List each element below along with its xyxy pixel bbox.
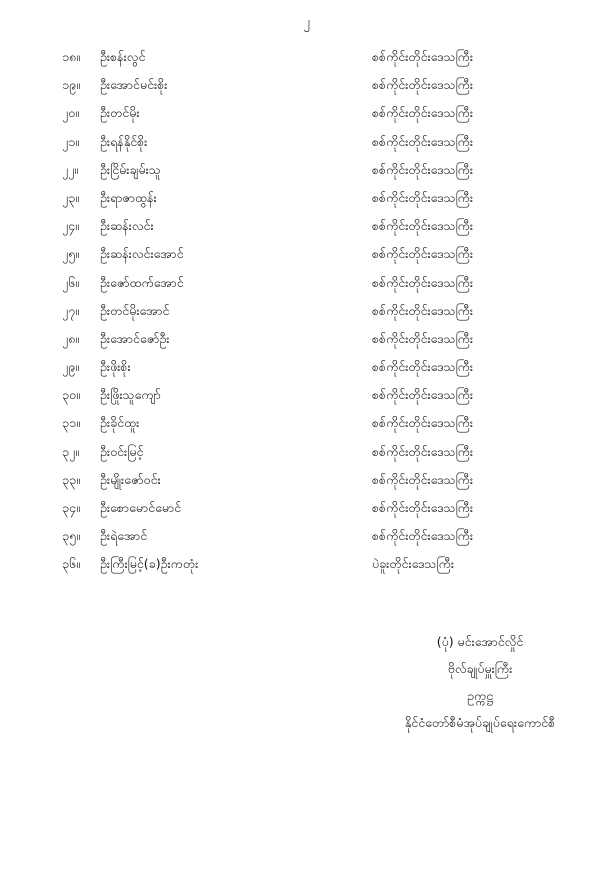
item-number: ၃၀။ [62, 387, 80, 403]
person-name: ဦးဆန်းလင်းအောင် [100, 246, 184, 262]
person-name: ဦးစောမောင်မောင် [100, 500, 182, 515]
person-name: ဦးဆန်းလင်း [100, 218, 154, 234]
item-number: ၂၅။ [62, 246, 79, 262]
region-name: စစ်ကိုင်းတိုင်းဒေသကြီး [372, 133, 474, 149]
region-name: စစ်ကိုင်းတိုင်းဒေသကြီး [372, 274, 474, 290]
region-name: စစ်ကိုင်းတိုင်းဒေသကြီး [372, 302, 474, 318]
signature-block [360, 631, 600, 739]
person-name: ဦးမျိုးဇော်ဝင်း [100, 471, 161, 487]
page-number: ၂ [303, 15, 310, 30]
list-item [0, 497, 613, 525]
person-name: ဦးအောင်မင်းစိုး [100, 77, 168, 93]
region-name: စစ်ကိုင်းတိုင်းဒေသကြီး [372, 500, 474, 515]
item-number: ၃၂။ [62, 443, 79, 459]
person-name: ဦးငြိမ်းချမ်းသူ [100, 161, 161, 177]
person-name: ဦးရာဇာထွန်း [100, 189, 157, 205]
person-name: ဦးအောင်ဇော်ဦး [100, 330, 170, 346]
list-item [0, 356, 613, 384]
person-name: ဦးစန်းလွင် [100, 49, 146, 64]
list-item [0, 74, 613, 102]
region-name: စစ်ကိုင်းတိုင်းဒေသကြီး [372, 471, 474, 487]
item-number: ၂၀။ [62, 105, 79, 121]
item-number: ၃၃။ [62, 471, 80, 487]
signatory-organization: နိုင်ငံတော်စီမံအုပ်ချုပ်ရေးကောင်စီ [404, 715, 556, 730]
signatory-name: (ပုံ) မင်းအောင်လှိုင် [436, 634, 524, 649]
item-number: ၃၄။ [62, 500, 80, 515]
item-number: ၃၅။ [62, 528, 80, 544]
region-name: စစ်ကိုင်းတိုင်းဒေသကြီး [372, 387, 474, 403]
list-item [0, 46, 613, 74]
item-number: ၃၁။ [62, 415, 80, 431]
signatory-role: ဥက္ကဋ္ဌ [467, 688, 493, 703]
list-item [0, 131, 613, 159]
region-name: စစ်ကိုင်းတိုင်းဒေသကြီး [372, 161, 474, 177]
item-number: ၁၉။ [62, 77, 80, 93]
list-item [0, 159, 613, 187]
person-name: ဦးဝင်းမြင့် [100, 443, 144, 459]
region-name: စစ်ကိုင်းတိုင်းဒေသကြီး [372, 415, 474, 431]
person-name: ဦးရန်နိုင်စိုး [100, 133, 148, 149]
list-item [0, 215, 613, 243]
person-name: ဦးရဲအောင် [100, 528, 148, 544]
region-name: စစ်ကိုင်းတိုင်းဒေသကြီး [372, 49, 474, 64]
list-item [0, 272, 613, 300]
region-name: စစ်ကိုင်းတိုင်းဒေသကြီး [372, 189, 474, 205]
list-item [0, 553, 613, 581]
list-item [0, 525, 613, 553]
item-number: ၂၄။ [62, 218, 79, 234]
person-name: ဦးတင်မိုးအောင် [100, 302, 170, 318]
region-name: စစ်ကိုင်းတိုင်းဒေသကြီး [372, 330, 474, 346]
region-name: စစ်ကိုင်းတိုင်းဒေသကြီး [372, 105, 474, 121]
member-list [0, 46, 613, 582]
person-name: ဦးခိုင်ထူး [100, 415, 140, 431]
region-name: စစ်ကိုင်းတိုင်းဒေသကြီး [372, 77, 474, 93]
list-item [0, 300, 613, 328]
region-name: စစ်ကိုင်းတိုင်းဒေသကြီး [372, 218, 474, 234]
list-item [0, 328, 613, 356]
item-number: ၂၁။ [62, 133, 79, 149]
person-name: ဦးဇော်ထက်အောင် [100, 274, 184, 290]
list-item [0, 412, 613, 440]
item-number: ၂၂။ [62, 161, 79, 177]
list-item [0, 187, 613, 215]
item-number: ၃၆။ [62, 556, 80, 572]
person-name: ဦးဖိုးစိုး [100, 359, 131, 375]
item-number: ၂၉။ [62, 359, 79, 375]
list-item [0, 469, 613, 497]
region-name: ပဲခူးတိုင်းဒေသကြီး [372, 556, 455, 572]
region-name: စစ်ကိုင်းတိုင်းဒေသကြီး [372, 246, 474, 262]
list-item [0, 441, 613, 469]
person-name: ဦးကြီးမြင့်(ခ)ဦးကတုံး [100, 556, 199, 572]
region-name: စစ်ကိုင်းတိုင်းဒေသကြီး [372, 443, 474, 459]
person-name: ဦးတင်မိုး [100, 105, 140, 121]
region-name: စစ်ကိုင်းတိုင်းဒေသကြီး [372, 359, 474, 375]
item-number: ၂၈။ [62, 330, 80, 346]
list-item [0, 243, 613, 271]
person-name: ဦးဖြိုးသူကျော် [100, 387, 161, 403]
region-name: စစ်ကိုင်းတိုင်းဒေသကြီး [372, 528, 474, 544]
item-number: ၁၈။ [62, 49, 80, 64]
signatory-rank: ဗိုလ်ချုပ်မှူးကြီး [447, 661, 513, 676]
item-number: ၂၇။ [62, 302, 79, 318]
item-number: ၂၆။ [62, 274, 79, 290]
item-number: ၂၃။ [62, 189, 79, 205]
list-item [0, 384, 613, 412]
list-item [0, 102, 613, 130]
